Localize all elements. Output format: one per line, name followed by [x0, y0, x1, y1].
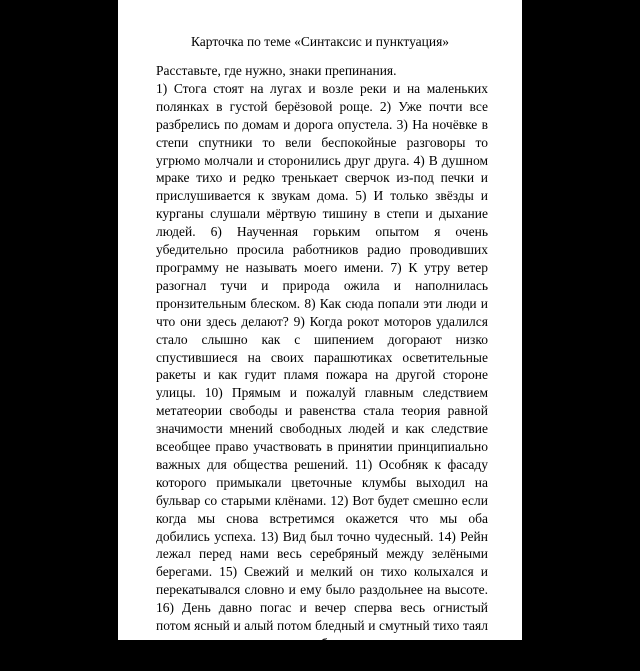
document-page	[118, 0, 522, 669]
exercise-text: 1) Стога стоят на лугах и возле реки и на маленьких полянках в густой берёзовой роще. 2) Уже почти все разбрелись по домам и дорога опустела. 3) На ночёвке в степи спутники то вели беспокойные разговоры то угрюмо молчали и сторонились друг друга. 4) В душном мраке тихо и редко тренькает сверчок из-под печки и прислушивается к звукам дома. 5) И только звёзды и курганы слушали мёртвую тишину в степи и дыхание людей. 6) Наученная горьким опытом я очень убедительно просила работников радио проводивших программу не называть моего имени. 7) К утру ветер разогнал тучи и природа ожила и наполнилась пронзительным блеском. 8) Как сюда попали эти люди и что они здесь делают? 9) Когда рокот моторов удалился стало слышно как с шипением догорают низко спустившиеся на своих парашютиках осветительные ракеты и как гудит пламя пожара на другой стороне улицы. 10) Прямым и пожалуй главным следствием метатеории свободы и равенства стала теория равной значимости мнений свободных людей и как следствие всеобщее право участвовать в принятии принципиально важных для общества решений. 11) Особняк к фасаду которого примыкали цветочные клумбы выходил на бульвар со старыми клёнами. 12) Вот будет смешно если когда мы снова встретимся окажется что мы оба добились успеха. 13) Вид был точно чудесный. 14) Рейн лежал перед нами весь серебряный между зелёными берегами. 15) Свежий и мелкий он тихо колыхался и перекатывался словно и ему было раздольнее на высоте. 16) День давно погас и вечер сперва весь огнистый потом ясный и алый потом бледный и смутный тихо таял и переливался в ночь а беседа наша продолжалась мирная и кроткая как воздух окружающий нас.	[156, 80, 488, 669]
task-instruction: Расставьте, где нужно, знаки препинания.	[156, 63, 397, 78]
document-body	[156, 62, 488, 671]
page-title: Карточка по теме «Синтаксис и пунктуация»	[190, 34, 450, 49]
